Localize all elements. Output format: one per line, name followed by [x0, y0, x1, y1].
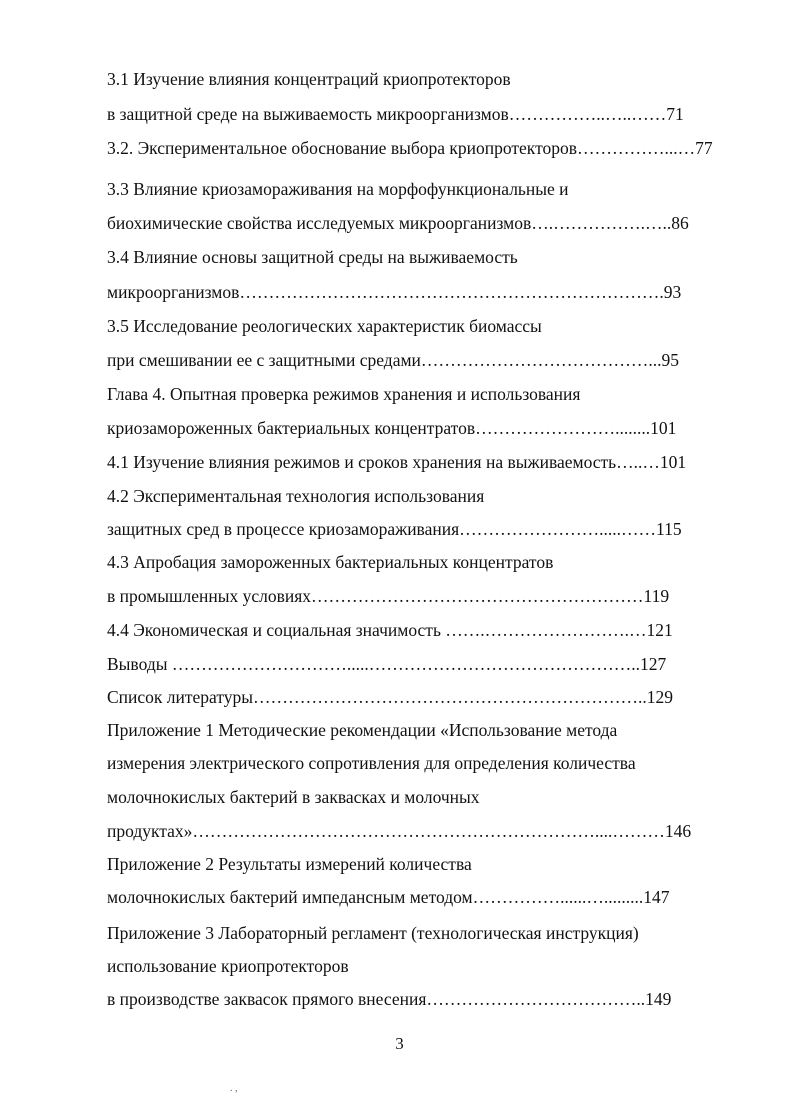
- toc-line: Список литературы…………………………………………………………..129: [107, 687, 674, 707]
- toc-line: 3.4 Влияние основы защитной среды на выживаемость: [107, 247, 518, 267]
- toc-line: молочнокислых бактерий импедансным методом……………......….........147: [107, 887, 670, 907]
- toc-line: 4.3 Апробация замороженных бактериальных концентратов: [107, 552, 554, 572]
- toc-line: Выводы ………………………….....………………………………………..127: [107, 654, 667, 674]
- toc-line: криозамороженных бактериальных концентратов……………………........101: [107, 418, 677, 438]
- toc-line: в производстве заквасок прямого внесения………………………………..149: [107, 989, 672, 1009]
- toc-line: защитных сред в процессе криозамораживания…………………….....……115: [107, 519, 682, 539]
- toc-line: биохимические свойства исследуемых микроорганизмов….…………….…..86: [107, 213, 689, 233]
- toc-line: 3.3 Влияние криозамораживания на морфофункциональные и: [107, 179, 569, 199]
- toc-line: Приложение 1 Методические рекомендации «Использование метода: [107, 720, 618, 740]
- toc-line: измерения электрического сопротивления для определения количества: [107, 753, 636, 773]
- toc-line: Приложение 3 Лабораторный регламент (технологическая инструкция): [107, 923, 639, 943]
- toc-line: 4.2 Экспериментальная технология использования: [107, 486, 485, 506]
- toc-line: 3.1 Изучение влияния концентраций криопротекторов: [107, 69, 511, 89]
- toc-line: в промышленных условиях…………………………………………………119: [107, 586, 670, 606]
- toc-line: 4.4 Экономическая и социальная значимость …….…………………….…121: [107, 620, 673, 640]
- toc-line: Приложение 2 Результаты измерений количества: [107, 854, 472, 874]
- toc-line: 3.5 Исследование реологических характеристик биомассы: [107, 316, 542, 336]
- toc-line: в защитной среде на выживаемость микроорганизмов……………..…..……71: [107, 104, 684, 124]
- toc-line: микроорганизмов……………………………………………………………….93: [107, 282, 682, 302]
- toc-line: 3.2. Экспериментальное обоснование выбора криопротекторов……………...…77: [107, 138, 713, 158]
- toc-line: использование криопротекторов: [107, 956, 349, 976]
- toc-line: при смешивании ее с защитными средами…………………………………...95: [107, 350, 680, 370]
- toc-line: продуктах»……………………………………………………………....………146: [107, 821, 692, 841]
- toc-line: молочнокислых бактерий в заквасках и молочных: [107, 787, 480, 807]
- toc-line: 4.1 Изучение влияния режимов и сроков хранения на выживаемость…..…101: [107, 452, 687, 472]
- page-number: 3: [395, 1034, 404, 1053]
- toc-line: Глава 4. Опытная проверка режимов хранения и использования: [107, 384, 581, 404]
- scan-marks: . ,: [230, 1083, 238, 1094]
